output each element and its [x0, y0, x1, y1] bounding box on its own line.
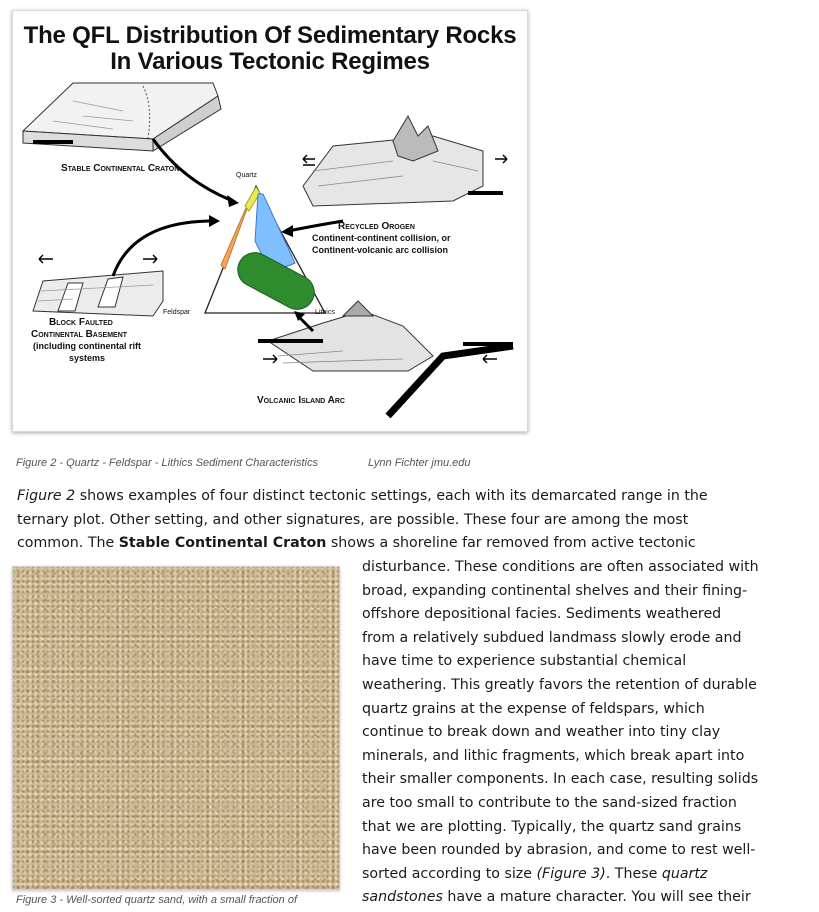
figure-2-qfl-diagram — [12, 10, 528, 432]
paragraph-line: from a relatively subdued landmass slowly erode and — [362, 629, 742, 646]
figure-2-credit: Lynn Fichter jmu.edu — [368, 457, 471, 469]
paragraph-line: their smaller components. In each case, resulting solids — [362, 771, 759, 788]
figure-2-caption: Figure 2 - Quartz - Feldspar - Lithics Sediment Characteristics — [16, 457, 318, 469]
figure-title-line-1: The QFL Distribution Of Sedimentary Rocks — [23, 22, 517, 49]
label-lithics: Lithics — [315, 309, 335, 316]
paragraph-line: broad, expanding continental shelves and their fining- — [362, 582, 748, 599]
label-recycled-sub-1: Continent-continent collision, or — [312, 233, 451, 243]
label-block-faulted-2: Continental Basement — [31, 329, 128, 340]
stable-craton-term: Stable Continental Craton — [118, 535, 327, 552]
stable-craton-block-diagram — [23, 83, 221, 151]
paragraph-line: continue to break down and weather into tiny clay — [362, 724, 721, 741]
paragraph-line: are too small to contribute to the sand-sized fraction — [362, 794, 737, 811]
paragraph-line: . These — [605, 865, 662, 882]
paragraph-line: that we are plotting. Typically, the quartz sand grains — [362, 818, 742, 835]
paragraph-line: disturbance. These conditions are often associated with — [362, 559, 759, 575]
label-recycled-sub-2: Continent-volcanic arc collision — [312, 245, 449, 255]
rift-block-diagram — [33, 271, 163, 316]
paragraph-line: weathering. This greatly favors the retention of durable — [362, 676, 757, 693]
paragraph-line: common. The — [17, 535, 119, 552]
paragraph-line: sorted according to size — [362, 865, 537, 882]
label-recycled-orogen: Recycled Orogen — [338, 221, 415, 232]
paragraph-line: quartz grains at the expense of feldspars, which — [362, 700, 705, 717]
paragraph-line: offshore depositional facies. Sediments weathered — [362, 606, 722, 623]
figure-title-line-2: In Various Tectonic Regimes — [110, 48, 430, 75]
label-volcanic-arc: Volcanic Island Arc — [257, 395, 345, 406]
figure-2-ref: Figure 2 — [17, 488, 76, 504]
paragraph-line: shows a shoreline far removed from active tectonic — [326, 535, 696, 552]
qfl-ternary-plot — [205, 186, 325, 315]
sand-texture — [23, 577, 329, 879]
figure-3-caption: Figure 3 - Well-sorted quartz sand, with a small fraction of — [16, 894, 298, 906]
label-block-faulted-4: systems — [69, 353, 106, 363]
label-block-faulted-3: (including continental rift — [33, 341, 141, 351]
paragraph-line: ternary plot. Other setting, and other signatures, are possible. These four are among the most — [17, 511, 689, 528]
figure-3-ref: (Figure 3) — [536, 865, 606, 882]
paragraph-line: shows examples of four distinct tectonic settings, each with its demarcated range in the — [75, 488, 708, 504]
sandstones-term: sandstones — [362, 889, 443, 906]
quartz-term: quartz — [661, 865, 708, 882]
recycled-orogen-block-diagram — [303, 116, 503, 206]
label-feldspar: Feldspar — [163, 309, 191, 316]
label-block-faulted-1: Block Faulted — [49, 317, 113, 328]
paragraph-line: have a mature character. You will see their — [442, 889, 751, 906]
label-quartz: Quartz — [236, 172, 258, 179]
label-stable-craton: Stable Continental Craton — [61, 163, 180, 174]
paragraph-line: have been rounded by abrasion, and come to rest well- — [362, 842, 756, 859]
paragraph-line: minerals, and lithic fragments, which break apart into — [362, 747, 745, 764]
body-paragraph-right-column — [362, 556, 759, 910]
body-paragraph-top — [17, 485, 708, 556]
figure-3-sand-photo — [12, 566, 340, 890]
paragraph-line: have time to experience substantial chemical — [362, 653, 687, 670]
